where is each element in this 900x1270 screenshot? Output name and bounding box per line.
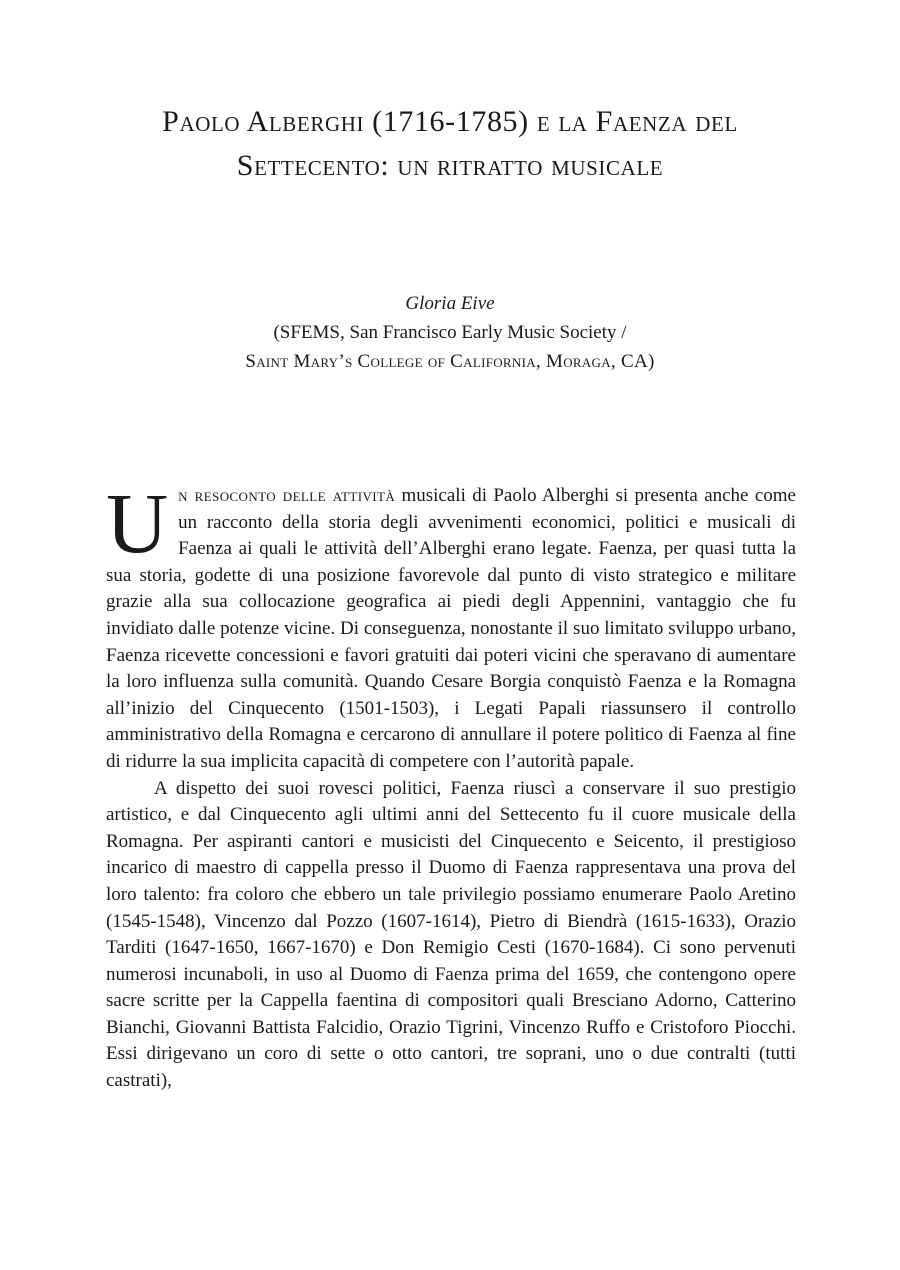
article-body: [106, 475, 796, 1095]
author-name: Gloria Eive: [405, 293, 495, 314]
paragraph-1-text: musicali di Paolo Alberghi si presenta anche come un racconto della storia degli avvenimenti economici, politici e musicali di Faenza ai quali le attività dell’Alberghi erano legate. Faenza, per quasi tutta la sua storia, godette di una posizione favorevole dal punto di visto strategico e militare grazie alla sua collocazione geografica ai piedi degli Appennini, vantaggio che fu invidiato dalle potenze vicine. Di conseguenza, nonostante il suo limitato sviluppo urbano, Faenza ricevette concessioni e favori gratuiti dai poteri vicini che speravano di aumentare la loro influenza sulla comunità. Quando Cesare Borgia conquistò Faenza e la Romagna all’inizio del Cinquecento (1501-1503), i Legati Papali riassunsero il controllo amministrativo della Romagna e cercarono di annullare il potere politico di Faenza al fine di ridurre la sua implicita capacità di competere con l’autorità papale.: [106, 485, 796, 772]
paragraph-1: [106, 475, 796, 776]
affiliation-line-2: Saint Mary’s College of California, Moraga, CA): [245, 351, 655, 372]
lead-in-small-caps: n resoconto delle attività: [178, 485, 396, 506]
affiliation-line-1: (SFEMS, San Francisco Early Music Society /: [273, 322, 627, 343]
byline: [60, 289, 840, 376]
paragraph-2: A dispetto dei suoi rovesci politici, Faenza riuscì a conservare il suo prestigio artistico, e dal Cinquecento agli ultimi anni del Settecento fu il cuore musicale della Romagna. Per aspiranti cantori e musicisti del Cinquecento e Seicento, il prestigioso incarico di maestro di cappella presso il Duomo di Faenza rappresentava una prova del loro talento: fra coloro che ebbero un tale privilegio possiamo enumerare Paolo Aretino (1545-1548), Vincenzo dal Pozzo (1607-1614), Pietro di Biendrà (1615-1633), Orazio Tarditi (1647-1650, 1667-1670) e Don Remigio Cesti (1670-1684). Ci sono pervenuti numerosi incunaboli, in uso al Duomo di Faenza prima del 1659, che contengono opere sacre scritte per la Cappella faentina di compositori quali Bresciano Adorno, Catterino Bianchi, Giovanni Battista Falcidio, Orazio Tigrini, Vincenzo Ruffo e Cristoforo Piocchi. Essi dirigevano un coro di sette o otto cantori, tre soprani, uno o due contralti (tutti castrati),: [106, 777, 796, 1092]
drop-cap: U: [106, 475, 169, 571]
title-line-2: Settecento: un ritratto musicale: [236, 149, 664, 182]
title-line-1: Paolo Alberghi (1716-1785) e la Faenza del: [162, 105, 738, 138]
article-title: [60, 100, 840, 188]
